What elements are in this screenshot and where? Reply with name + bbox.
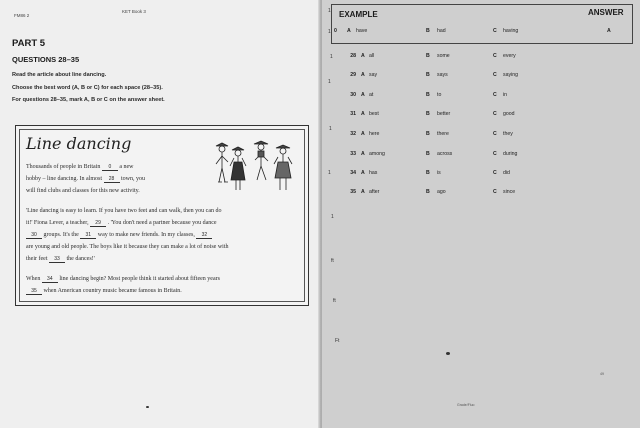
- question-row: [322, 170, 640, 182]
- option-c-text: since: [503, 189, 516, 195]
- option-c-letter: C: [493, 151, 497, 157]
- option-a-letter: A: [361, 170, 365, 176]
- option-c-text: did: [503, 170, 510, 176]
- option-a-text: among: [369, 151, 385, 157]
- option-b-text: to: [437, 92, 442, 98]
- page-number: 49: [600, 372, 604, 376]
- option-b-letter: B: [426, 72, 430, 78]
- right-page: [322, 0, 640, 428]
- instruction-line: Read the article about line dancing.: [12, 72, 107, 78]
- question-row: [322, 189, 640, 201]
- answer-gap: 0: [102, 164, 118, 171]
- article-line: When 34 line dancing begin? Most people think it started about fifteen years: [26, 276, 220, 282]
- article-line: 35 when American country music became famous in Britain.: [26, 288, 182, 295]
- page-speck: [146, 406, 149, 408]
- footer-text: Grade/Fluo: [457, 403, 475, 407]
- answer-gap: 28: [104, 176, 120, 183]
- option-c-letter: C: [493, 111, 497, 117]
- option-a-letter: A: [361, 92, 365, 98]
- line-dancers-illustration: [210, 136, 304, 200]
- page-code: FM86 2: [14, 13, 30, 18]
- option-c-text: during: [503, 151, 518, 157]
- option-a-letter: A: [361, 131, 365, 137]
- article-line: hobby – line dancing. In almost 28 town, you: [26, 176, 145, 182]
- option-b-letter: B: [426, 92, 430, 98]
- margin-mark: 1: [328, 170, 331, 176]
- option-b-letter: B: [426, 53, 430, 59]
- answer-gap: 31: [80, 232, 96, 239]
- instruction-line: For questions 28–35, mark A, B or C on the answer sheet.: [12, 97, 165, 103]
- example-answer: A: [607, 28, 611, 34]
- option-b-text: some: [437, 53, 450, 59]
- article-line: it!' Fiona Lever, a teacher, 29 . 'You don't need a partner because you dance: [26, 220, 217, 226]
- option-b-text: is: [437, 170, 441, 176]
- margin-mark: 1: [328, 79, 331, 85]
- article-box: [15, 125, 309, 306]
- question-row: [322, 53, 640, 65]
- option-a-text: has: [369, 170, 378, 176]
- option-c-letter: C: [493, 131, 497, 137]
- option-b-text: there: [437, 131, 449, 137]
- option-a-letter: A: [361, 189, 365, 195]
- option-a-text: at: [369, 92, 374, 98]
- option-b-text: better: [437, 111, 451, 117]
- margin-mark: 1: [328, 8, 331, 14]
- question-row: [322, 151, 640, 163]
- question-range: QUESTIONS 28–35: [12, 55, 80, 64]
- option-c-text: good: [503, 111, 515, 117]
- answer-gap: 35: [26, 288, 42, 295]
- question-number: 35: [350, 189, 356, 195]
- margin-mark: 1: [329, 126, 332, 132]
- example-row: 0 A have B had C having A: [334, 28, 611, 34]
- book-header: KET Book 3: [122, 9, 146, 14]
- answer-gap: 33: [49, 256, 65, 263]
- question-row: [322, 72, 640, 84]
- example-label: EXAMPLE: [339, 10, 378, 19]
- article-line: will find clubs and classes for this new activity.: [26, 188, 140, 194]
- question-number: 28: [350, 53, 356, 59]
- option-b-letter: B: [426, 189, 430, 195]
- answer-gap: 29: [90, 220, 106, 227]
- margin-mark: 1: [331, 214, 334, 220]
- option-a-letter: A: [361, 53, 365, 59]
- option-b-letter: B: [426, 131, 430, 137]
- question-number: 29: [350, 72, 356, 78]
- option-c-letter: C: [493, 189, 497, 195]
- question-row: [322, 92, 640, 104]
- question-row: [322, 111, 640, 123]
- option-a-text: say: [369, 72, 378, 78]
- question-number: 33: [350, 151, 356, 157]
- option-b-letter: B: [426, 170, 430, 176]
- answer-gap: 34: [42, 276, 58, 283]
- answer-gap: 32: [196, 232, 212, 239]
- article-line: 'Line dancing is easy to learn. If you have two feet and can walk, then you can do: [26, 208, 222, 214]
- answer-gap: 30: [26, 232, 42, 239]
- margin-mark: Ft: [335, 338, 340, 344]
- option-a-text: all: [369, 53, 375, 59]
- question-row: [322, 131, 640, 143]
- answer-label: ANSWER: [588, 8, 624, 17]
- article-title: Line dancing: [26, 134, 132, 153]
- option-b-text: says: [437, 72, 448, 78]
- article-line: are young and old people. The boys like it because they can make a lot of noise with: [26, 244, 229, 250]
- question-number: 31: [350, 111, 356, 117]
- option-b-letter: B: [426, 151, 430, 157]
- question-number: 32: [350, 131, 356, 137]
- option-a-letter: A: [361, 111, 365, 117]
- margin-mark: 1: [330, 54, 333, 60]
- option-c-letter: C: [493, 53, 497, 59]
- option-c-letter: C: [493, 92, 497, 98]
- margin-mark: 1: [328, 29, 331, 35]
- question-number: 34: [350, 170, 356, 176]
- option-c-text: saying: [503, 72, 518, 78]
- option-c-text: every: [503, 53, 516, 59]
- article-line: 30 groups. It's the 31 way to make new friends. In my classes, 32: [26, 232, 212, 239]
- option-c-text: in: [503, 92, 508, 98]
- option-a-text: best: [369, 111, 379, 117]
- option-a-letter: A: [361, 72, 365, 78]
- page-speck: [446, 352, 450, 355]
- margin-mark: ft: [333, 298, 336, 304]
- article-line: Thousands of people in Britain 0 a new: [26, 164, 134, 170]
- option-c-letter: C: [493, 170, 497, 176]
- option-b-text: ago: [437, 189, 446, 195]
- option-a-text: after: [369, 189, 380, 195]
- article-line: their feet 33 the dances!': [26, 256, 95, 262]
- article-frame: [19, 129, 305, 302]
- option-a-letter: A: [361, 151, 365, 157]
- question-number: 30: [350, 92, 356, 98]
- part-title: PART 5: [12, 38, 46, 49]
- option-c-text: they: [503, 131, 513, 137]
- margin-mark: ft: [331, 258, 334, 264]
- option-b-text: across: [437, 151, 453, 157]
- option-b-letter: B: [426, 111, 430, 117]
- option-c-letter: C: [493, 72, 497, 78]
- option-a-text: here: [369, 131, 380, 137]
- instruction-line: Choose the best word (A, B or C) for each space (28–35).: [12, 85, 163, 91]
